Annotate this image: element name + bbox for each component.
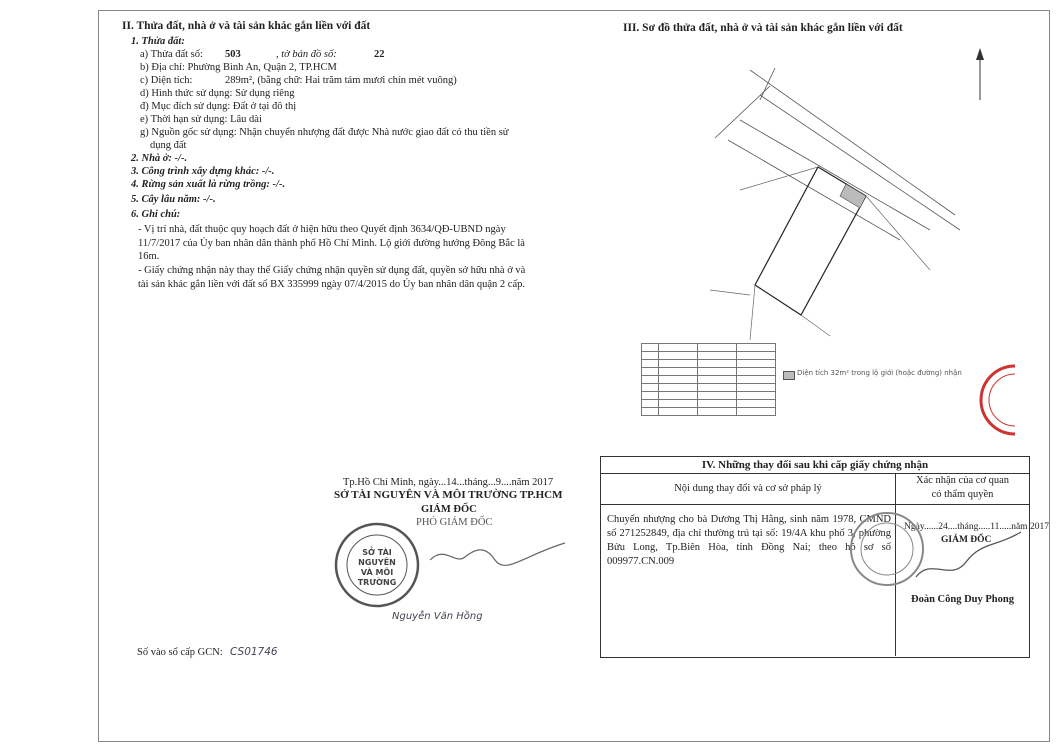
- other-construction-line: 3. Công trình xây dựng khác: -/-.: [131, 166, 275, 177]
- perennial-line: 5. Cây lâu năm: -/-.: [131, 194, 216, 205]
- director-title: GIÁM ĐỐC: [421, 504, 477, 515]
- confirm-director-title: GIÁM ĐỐC: [941, 535, 992, 545]
- signer-name: Nguyễn Văn Hồng: [392, 611, 483, 622]
- red-seal-icon: [975, 355, 1015, 445]
- parcel-area-label: c) Diện tích:: [140, 75, 193, 86]
- usage-term: e) Thời hạn sử dụng: Lâu dài: [140, 114, 262, 125]
- changes-col-content: Nội dung thay đổi và cơ sở pháp lý: [601, 474, 895, 505]
- changes-box: [600, 456, 1049, 658]
- area-legend-swatch: [783, 371, 795, 380]
- usage-form: d) Hình thức sử dụng: Sử dụng riêng: [140, 88, 295, 99]
- neighbor-lines: [710, 167, 930, 340]
- usage-origin-line1: g) Nguồn gốc sử dụng: Nhận chuyển nhượng đất được Nhà nước giao đất có thu tiền sử: [140, 127, 509, 138]
- coordinate-table: [641, 343, 776, 416]
- confirm-date: Ngày......24....tháng.....11.....năm 2017: [904, 522, 1049, 532]
- deputy-director-title: PHÓ GIÁM ĐỐC: [416, 517, 493, 528]
- parcel-outline: [755, 167, 866, 315]
- section4-title: IV. Những thay đổi sau khi cấp giấy chứng nhận: [601, 457, 1029, 474]
- map-sheet-label: , tờ bản đồ số:: [276, 49, 337, 60]
- seal-center-text: SỞ TÀI NGUYÊN VÀ MÔI TRƯỜNG: [357, 548, 397, 587]
- parcel-number-value: 503: [225, 49, 241, 60]
- forest-line: 4. Rừng sản xuất là rừng trồng: -/-.: [131, 179, 286, 190]
- usage-origin-line2: dụng đất: [150, 140, 187, 151]
- usage-purpose: đ) Mục đích sử dụng: Đất ở tại đô thị: [140, 101, 297, 112]
- parcel-number-label: a) Thửa đất số:: [140, 49, 203, 60]
- register-value: CS01746: [230, 646, 278, 658]
- register-label: Số vào sổ cấp GCN:: [137, 647, 223, 658]
- parcel-area-value: 289m², (bằng chữ: Hai trăm tám mươi chín mét vuông): [225, 75, 457, 86]
- change-content: Chuyển nhượng cho bà Dương Thị Hằng, sinh năm 1978, CMND số 271252849, địa chỉ thường trú tại số: 19/4A khu phố 3, phường Bửu Long, Tp.Biên Hòa, tỉnh Đồng Nai; theo hồ sơ số 009977.CN.009: [607, 514, 891, 567]
- note-2: - Giấy chứng nhận này thay thế Giấy chứng nhận quyền sử dụng đất, quyền sở hữu nhà ở và tài sản khác gắn liền với đất số BX 335999 ngày 07/4/2015 do Ủy ban nhân dân quận 2 cấp.: [138, 265, 526, 290]
- house-line: 2. Nhà ở: -/-.: [131, 153, 188, 164]
- confirm-signature-icon: [911, 527, 1026, 587]
- notes-heading: 6. Ghi chú:: [131, 209, 181, 220]
- sign-date-line: Tp.Hồ Chí Minh, ngày...14...tháng...9....năm 2017: [343, 477, 554, 488]
- note-1: - Vị trí nhà, đất thuộc quy hoạch đất ở hiện hữu theo Quyết định 3634/QĐ-UBND ngày 11/7/2017 của Ủy ban nhân dân thành phố Hồ Chí Minh. Lộ giới đường hướng Đông Bắc là 16m.: [138, 224, 525, 262]
- section3-title: III. Sơ đồ thửa đất, nhà ở và tài sản khác gắn liền với đất: [623, 22, 903, 34]
- north-arrow-icon: [976, 48, 984, 100]
- section2-title: II. Thửa đất, nhà ở và tài sản khác gắn liền với đất: [122, 20, 371, 32]
- department-name: SỞ TÀI NGUYÊN VÀ MÔI TRƯỜNG TP.HCM: [334, 489, 563, 501]
- confirm-header-line2: có thẩm quyền: [931, 489, 994, 500]
- signature-scribble-icon: [425, 535, 575, 575]
- changes-col-confirm: [896, 474, 1029, 505]
- map-sheet-value: 22: [374, 49, 385, 60]
- confirm-header-line1: Xác nhận của cơ quan: [915, 475, 1009, 486]
- area-legend-note: Diện tích 32m² trong lộ giới (hoặc đường) nhận: [797, 369, 962, 377]
- parcel-heading: 1. Thửa đất:: [131, 36, 185, 47]
- parcel-address: b) Địa chỉ: Phường Bình An, Quận 2, TP.HCM: [140, 62, 337, 73]
- confirm-signer-name: Đoàn Công Duy Phong: [911, 594, 1014, 605]
- road-lines: [715, 68, 960, 240]
